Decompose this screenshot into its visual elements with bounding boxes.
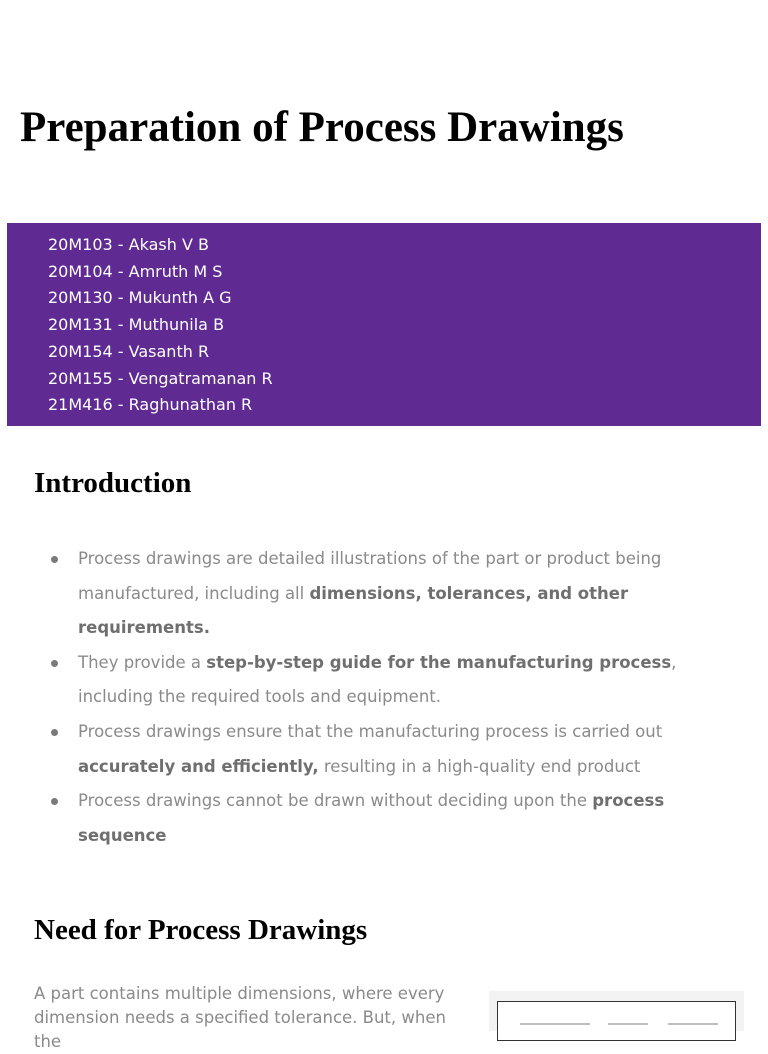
- bullet-dot-icon: [51, 556, 58, 563]
- team-member: 20M155 - Vengatramanan R: [48, 368, 273, 388]
- bullet-item: [78, 784, 740, 853]
- figure-line: [520, 1023, 590, 1025]
- bullet-dot-icon: [51, 729, 58, 736]
- team-member: 20M104 - Amruth M S: [48, 261, 223, 281]
- team-members-list: [48, 232, 273, 419]
- figure-line: [608, 1023, 648, 1025]
- bullet-item: [78, 715, 740, 784]
- bullet-item: [78, 646, 740, 715]
- team-member: 20M131 - Muthunila B: [48, 315, 225, 335]
- bullet-text: Process drawings are detailed illustrations of the part or product being manufactured, including all: [78, 549, 662, 603]
- bullet-emphasis: dimensions, tolerances, and other requirements.: [78, 583, 629, 638]
- page-title: Preparation of Process Drawings: [20, 104, 624, 151]
- bullet-emphasis: process sequence: [78, 791, 665, 845]
- bullet-emphasis: accurately and efficiently,: [78, 756, 319, 776]
- team-members-banner: [7, 223, 761, 426]
- team-member: 21M416 - Raghunathan R: [48, 395, 253, 415]
- team-member: 20M103 - Akash V B: [48, 235, 209, 254]
- introduction-heading: Introduction: [34, 467, 192, 499]
- team-member: 20M130 - Mukunth A G: [48, 288, 232, 308]
- bullet-text: Process drawings ensure that the manufacturing process is carried out: [78, 721, 663, 741]
- process-drawing-figure: [489, 991, 744, 1031]
- bullet-text: They provide a: [78, 652, 207, 672]
- bullet-text-tail: , including the required tools and equipment.: [78, 652, 677, 707]
- bullet-dot-icon: [51, 660, 58, 667]
- bullet-item: [78, 542, 740, 646]
- figure-frame: [497, 1001, 736, 1041]
- need-for-process-drawings-heading: Need for Process Drawings: [34, 914, 368, 946]
- bullet-dot-icon: [51, 798, 58, 805]
- bullet-text: Process drawings cannot be drawn without deciding upon the: [78, 791, 593, 811]
- need-paragraph: A part contains multiple dimensions, where every dimension needs a specified tolerance. But, when the: [34, 984, 446, 1051]
- team-member: 20M154 - Vasanth R: [48, 341, 210, 361]
- bullet-text-tail: resulting in a high-quality end product: [318, 756, 641, 776]
- introduction-bullet-list: [78, 542, 740, 853]
- bullet-emphasis: step-by-step guide for the manufacturing process: [206, 652, 672, 672]
- figure-line: [668, 1023, 718, 1025]
